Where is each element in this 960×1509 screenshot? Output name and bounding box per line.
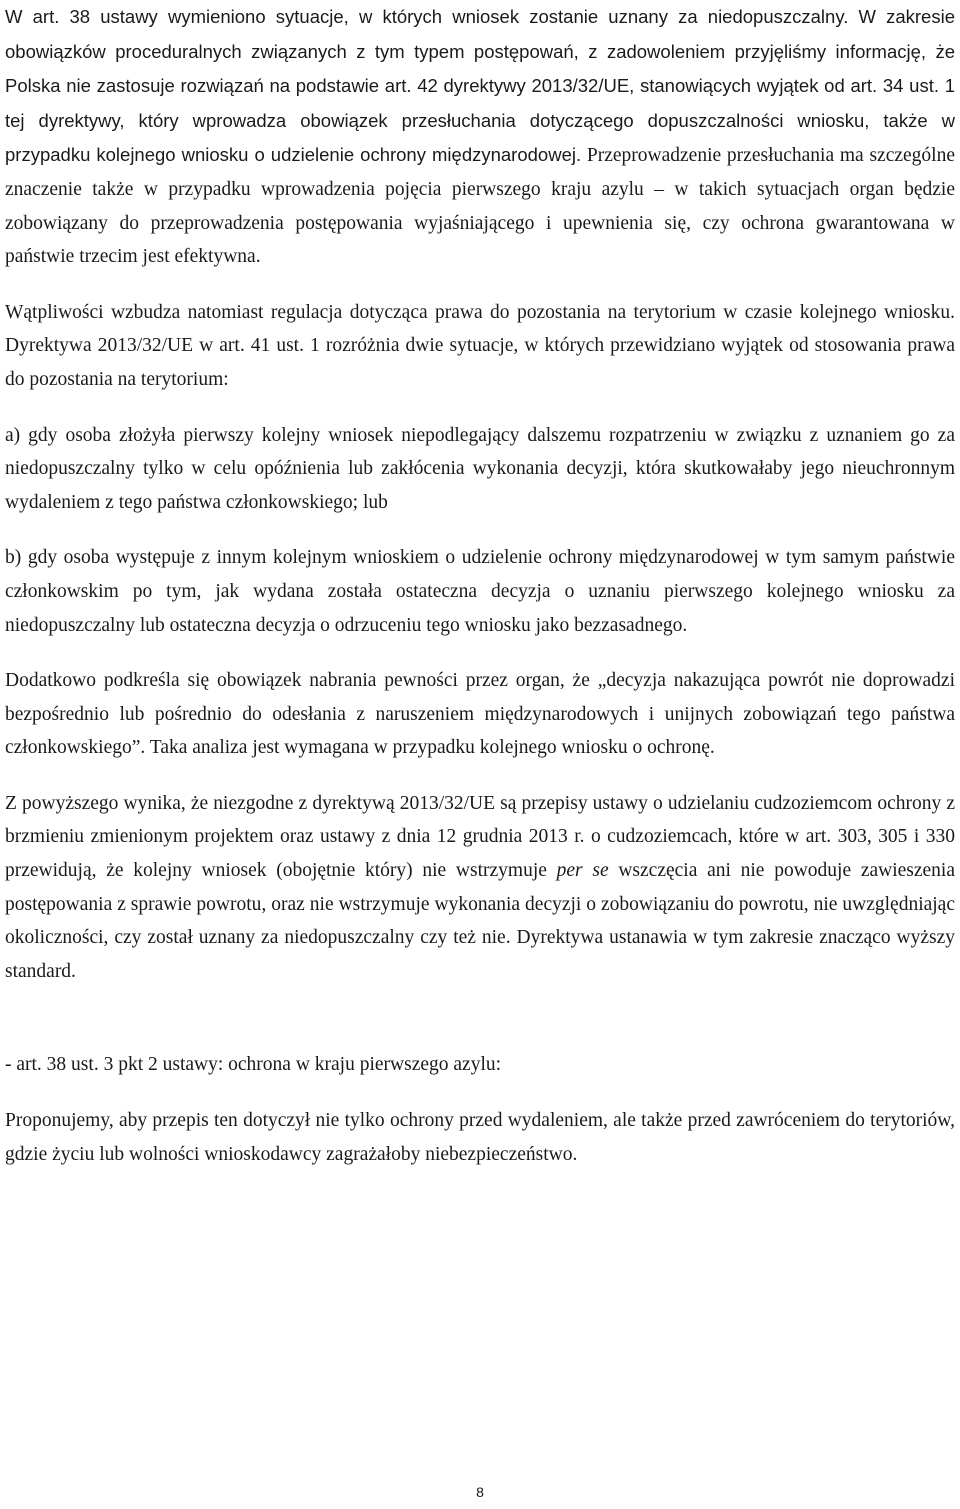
paragraph-4-before-italic: Z powyższego wynika, że niezgodne z dyrektywą 2013/32/UE są przepisy ustawy o udzielaniu cudzoziemcom ochrony z brzmieniu zmienionym projektem oraz ustawy z dnia 12 grudnia 2013 r. o cudzoziemcach, które w art. 303, 305 i 330 przewidują, że kolejny wniosek (obojętnie który) nie wstrzymuje (5, 792, 955, 882)
paragraph-conclusion (5, 787, 955, 989)
section-heading-art-38-ust-3: - art. 38 ust. 3 pkt 2 ustawy: ochrona w kraju pierwszego azylu: (5, 1054, 502, 1076)
paragraph-1-part-a: W art. 38 ustawy wymieniono sytuacje, w których wniosek zostanie uznany za niedopuszczalny. W zakresie obowiązków proceduralnych związanych z tym typem postępowań, z zadowoleniem przyjęliśmy informację, że Polska nie zastosuje rozwiązań na podstawie art. 42 dyrektywy 2013/32/UE, stanowiących wyjątek od art. 34 ust. 1 tej dyrektywy, który wprowadza obowiązek przesłuchania dotyczącego dopuszczalności wniosku, także w przypadku kolejnego wniosku o udzielenie ochrony międzynarodowej. (5, 6, 955, 166)
paragraph-proposal: Proponujemy, aby przepis ten dotyczył nie tylko ochrony przed wydaleniem, ale także przed zawróceniem do terytoriów, gdzie życiu lub wolności wnioskodawcy zagrażałoby niebezpieczeństwo. (5, 1110, 955, 1165)
list-item-a: a) gdy osoba złożyła pierwszy kolejny wniosek niepodlegający dalszemu rozpatrzeniu w związku z uznaniem go za niedopuszczalny tylko w celu opóźnienia lub zakłócenia wykonania decyzji, która skutkowałaby jego nieuchronnym wydaleniem z tego państwa członkowskiego; lub (5, 424, 955, 513)
paragraph-4-italic-per-se: per se (556, 860, 609, 882)
paragraph-1-part-b: Przeprowadzenie przesłuchania ma szczególne znaczenie także w przypadku wprowadzenia pojęcia pierwszego kraju azylu – w takich sytuacjach organ będzie zobowiązany do przeprowadzenia postępowania wyjaśniającego i upewnienia się, czy ochrona gwarantowana w państwie trzecim jest efektywna. (5, 145, 956, 268)
document-page (5, 0, 955, 1171)
list-item-b: b) gdy osoba występuje z innym kolejnym wnioskiem o udzielenie ochrony międzynarodowej w tym samym państwie członkowskim po tym, jak wydana została ostateczna decyzja o uznaniu pierwszego kolejnego wniosku za niedopuszczalny lub ostateczna decyzja o odrzuceniu tego wniosku jako bezzasadnego. (5, 547, 955, 636)
paragraph-4-after-italic: wszczęcia ani nie powoduje zawieszenia postępowania z sprawie powrotu, oraz nie wstrzymuje wykonania decyzji o zobowiązaniu do powrotu, nie uwzględniając okoliczności, czy został uznany za niedopuszczalny czy też nie. Dyrektywa ustanawia w tym zakresie znacząco wyższy standard. (5, 860, 956, 982)
page-number: 8 (476, 1484, 484, 1500)
paragraph-right-to-remain: Wątpliwości wzbudza natomiast regulacja dotycząca prawa do pozostania na terytorium w czasie kolejnego wniosku. Dyrektywa 2013/32/UE w art. 41 ust. 1 rozróżnia dwie sytuacje, w których przewidziano wyjątek od stosowania prawa do pozostania na terytorium: (5, 301, 955, 390)
paragraph-art-38-admissibility (5, 0, 955, 274)
paragraph-return-decision: Dodatkowo podkreśla się obowiązek nabrania pewności przez organ, że „decyzja nakazująca powrót nie doprowadzi bezpośrednio lub pośrednio do odesłania z naruszeniem międzynarodowych i unijnych zobowiązań tego państwa członkowskiego”. Taka analiza jest wymagana w przypadku kolejnego wniosku o ochronę. (5, 670, 955, 759)
